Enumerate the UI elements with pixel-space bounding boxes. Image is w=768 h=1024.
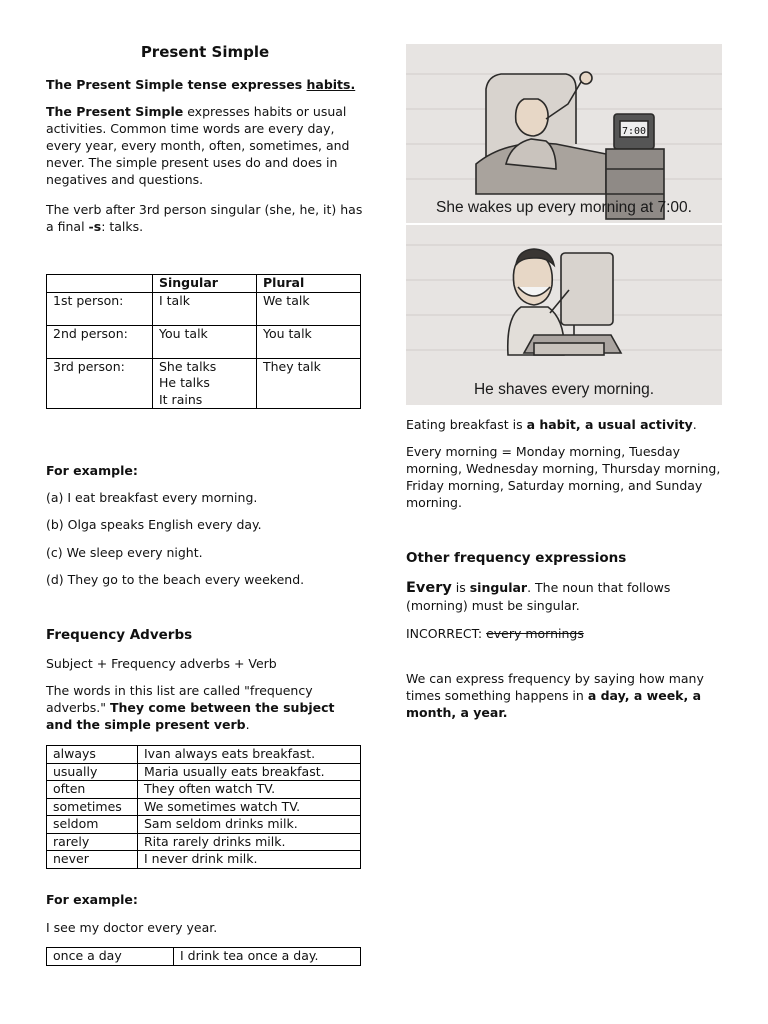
example-cell: Rita rarely drinks milk. (138, 833, 361, 851)
how-many-text: We can express frequency by saying how many times something happens in (406, 671, 704, 703)
example-cell: Ivan always eats breakfast. (138, 746, 361, 764)
table-row (47, 292, 361, 325)
intro-text: The Present Simple tense expresses (46, 77, 307, 92)
person-cell: 2nd person: (47, 325, 153, 358)
every-rest: . The noun that follows (morning) must be singular. (406, 580, 671, 613)
table-row (47, 816, 361, 834)
adverb-cell: often (47, 781, 138, 799)
habit-sentence (406, 416, 722, 433)
adverb-cell: never (47, 851, 138, 869)
example-item: (a) I eat breakfast every morning. (46, 490, 258, 505)
header-empty (47, 275, 153, 293)
every-morning-paragraph: Every morning = Monday morning, Tuesday morning, Wednesday morning, Thursday morning, Friday morning, Saturday morning, and Sunday morning. (406, 444, 721, 510)
pronoun-table (46, 274, 361, 409)
person-cell: 3rd person: (47, 358, 153, 409)
table-row (47, 358, 361, 409)
frequency-adverbs-heading: Frequency Adverbs (46, 627, 193, 643)
how-many-bold: a day, a week, a month, a year. (406, 688, 702, 720)
definition-bold: The Present Simple (46, 104, 184, 119)
table-row (47, 948, 361, 966)
singular-bold: singular (469, 580, 528, 595)
singular-cell: You talk (153, 325, 257, 358)
plural-cell: They talk (257, 358, 361, 409)
adverb-cell: always (47, 746, 138, 764)
every-is: is (451, 580, 470, 595)
plural-cell: We talk (257, 292, 361, 325)
header-plural: Plural (257, 275, 361, 293)
adverbs-description (46, 682, 364, 733)
adverbs-desc-end: . (245, 717, 250, 732)
other-frequency-heading: Other frequency expressions (406, 550, 627, 566)
table-row (47, 781, 361, 799)
table-row (47, 798, 361, 816)
wake-up-caption: She wakes up every morning at 7:00. (436, 199, 692, 216)
example-cell: Maria usually eats breakfast. (138, 763, 361, 781)
example-cell: Sam seldom drinks milk. (138, 816, 361, 834)
table-row (47, 746, 361, 764)
frequency-adverbs-table (46, 745, 361, 869)
table-row (47, 763, 361, 781)
singular-cell: She talks He talks It rains (153, 358, 257, 409)
suffix-s: -s (88, 219, 102, 234)
header-singular: Singular (153, 275, 257, 293)
adverbs-desc-text: The words in this list are called "frequency adverbs." (46, 683, 313, 715)
definition-paragraph (46, 103, 364, 188)
example-item: (b) Olga speaks English every day. (46, 517, 262, 532)
table-row (47, 325, 361, 358)
shaving-drawing (406, 225, 722, 405)
intro-underlined: habits. (306, 77, 356, 92)
adverb-cell: sometimes (47, 798, 138, 816)
every-word: Every (406, 580, 452, 596)
pronoun-table-header (47, 275, 361, 293)
singular-cell: I talk (153, 292, 257, 325)
table-row (47, 851, 361, 869)
third-person-paragraph (46, 201, 364, 235)
example-cell: We sometimes watch TV. (138, 798, 361, 816)
how-many-paragraph (406, 670, 722, 721)
example-cell: I drink tea once a day. (174, 948, 361, 966)
shaving-illustration (406, 225, 722, 405)
intro-line (46, 76, 364, 93)
page-title: Present Simple (140, 43, 270, 61)
example2-heading: For example: (46, 892, 138, 907)
third-person-text: The verb after 3rd person singular (she, he, it) has a final (46, 202, 363, 234)
shaving-caption: He shaves every morning. (473, 381, 655, 398)
example-item: (d) They go to the beach every weekend. (46, 572, 305, 587)
formula: Subject + Frequency adverbs + Verb (46, 656, 277, 671)
adverbs-desc-bold: They come between the subject and the simple present verb (46, 700, 335, 732)
incorrect-example: every mornings (486, 626, 584, 641)
plural-cell: You talk (257, 325, 361, 358)
every-singular-paragraph (406, 579, 722, 614)
example-item: (c) We sleep every night. (46, 545, 203, 560)
expression-cell: once a day (47, 948, 174, 966)
wake-up-illustration (406, 44, 722, 223)
habit-bold: a habit, a usual activity (526, 417, 693, 432)
person-cell: 1st person: (47, 292, 153, 325)
habit-text: Eating breakfast is (406, 417, 527, 432)
adverb-cell: seldom (47, 816, 138, 834)
incorrect-line (406, 625, 584, 642)
example-cell: I never drink milk. (138, 851, 361, 869)
examples-heading: For example: (46, 463, 138, 478)
wake-up-drawing (406, 44, 722, 223)
adverb-cell: usually (47, 763, 138, 781)
table-row (47, 833, 361, 851)
adverb-cell: rarely (47, 833, 138, 851)
habit-end: . (692, 417, 697, 432)
clock-time: 7:00 (621, 126, 647, 137)
example2-sentence: I see my doctor every year. (46, 920, 218, 935)
incorrect-label: INCORRECT: (406, 626, 487, 641)
once-table (46, 947, 361, 966)
third-person-end: : talks. (101, 219, 144, 234)
definition-text: expresses habits or usual activities. Common time words are every day, every year, every month, often, sometimes, and never. The simple present uses do and does in negatives and questions. (46, 104, 350, 187)
example-cell: They often watch TV. (138, 781, 361, 799)
